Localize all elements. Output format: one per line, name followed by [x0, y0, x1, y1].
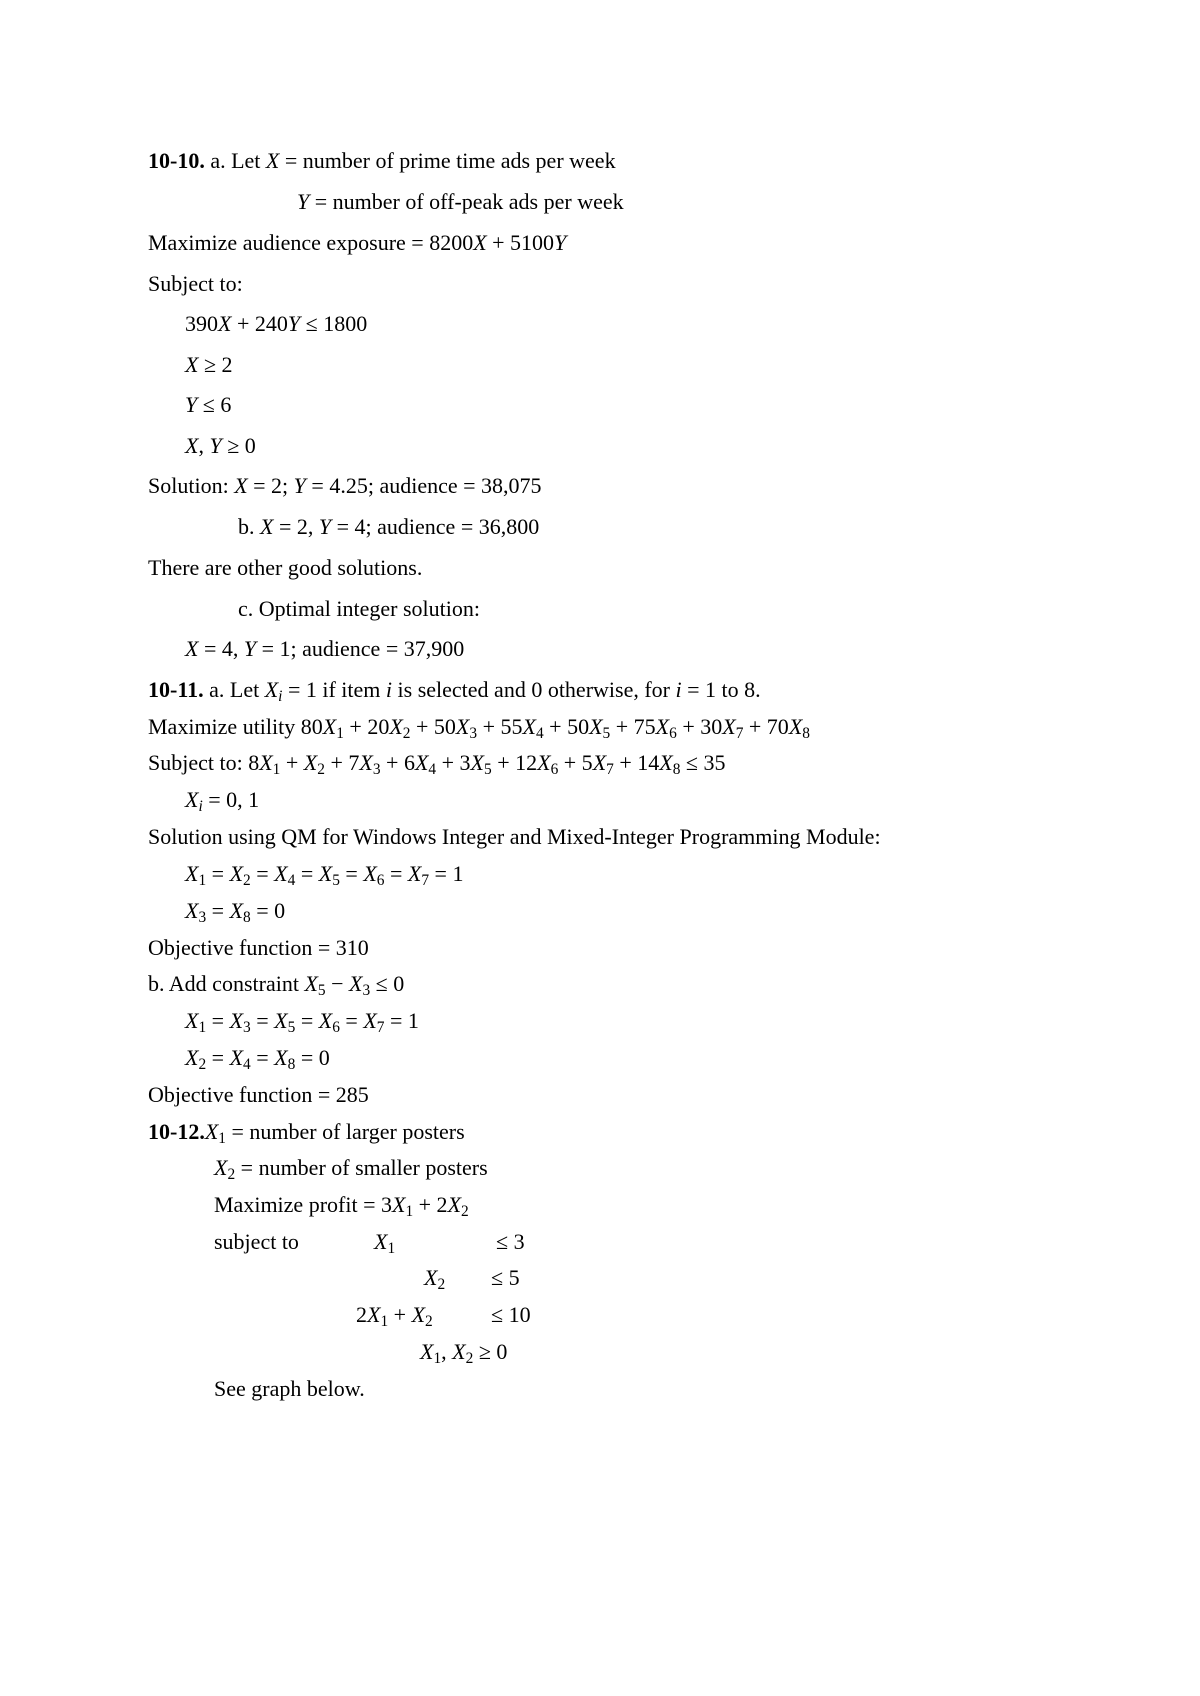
var-i: i	[385, 677, 393, 702]
def-x2: = number of smaller posters	[235, 1155, 488, 1180]
value: = 2,	[273, 514, 319, 539]
value: = 0, 1	[202, 787, 260, 812]
var-y: Y	[209, 433, 222, 458]
value: = 4.25; audience = 38,075	[305, 473, 542, 498]
objective-value-b: Objective function = 285	[148, 1082, 369, 1107]
value: = 1	[384, 1008, 419, 1033]
integer-solution-line	[185, 636, 464, 662]
problem-10-12-heading: $10-12.X_1$ = number of larger posters	[148, 1119, 465, 1147]
def-text: is selected and 0 otherwise, for	[392, 677, 676, 702]
constraint-4	[185, 433, 256, 459]
rhs: ≤ 0	[370, 971, 405, 996]
problem-10-11-heading	[148, 677, 761, 703]
problem-number: 10-11.	[148, 677, 204, 702]
solution-ones: $X_1 = X_2 = X_4 = X_5 = X_6 = X_7 = 1$	[185, 861, 464, 889]
c1-rhs: ≤ 3	[496, 1229, 525, 1254]
part-c-label: c. Optimal integer solution:	[238, 596, 480, 621]
subject-to-label: subject to	[214, 1229, 299, 1254]
rhs: ≥ 0	[221, 433, 256, 458]
utility-objective: Maximize utility $80X_1 + 20X_2 + 50X_3 + 55X_4 + 50X_5 + 75X_6 + 30X_7 + 70X_8$	[148, 714, 810, 742]
constraint-1	[185, 311, 367, 337]
b-solution-ones: $X_1 = X_3 = X_5 = X_6 = X_7 = 1$	[185, 1008, 419, 1036]
coef: 390	[185, 311, 218, 336]
var-y: Y	[243, 636, 257, 661]
c3-rhs: ≤ 10	[491, 1302, 531, 1327]
def-x2-line: $X_2$ = number of smaller posters	[214, 1155, 488, 1183]
value: = 0	[295, 1045, 330, 1070]
var-x: X	[185, 352, 199, 377]
see-graph-note: See graph below.	[214, 1376, 365, 1401]
b-solution-zeros: $X_2 = X_4 = X_8 = 0$	[185, 1045, 330, 1073]
var-y: Y	[287, 311, 301, 336]
var-x: X	[473, 230, 487, 255]
var-y: Y	[185, 392, 198, 417]
subject-to-label: Subject to:	[148, 271, 243, 296]
c2-lhs: $X_2$	[424, 1265, 446, 1293]
value: = 4; audience = 36,800	[331, 514, 540, 539]
part-b-label: b.	[238, 514, 260, 539]
value: = 1	[429, 861, 464, 886]
value: = 4,	[198, 636, 244, 661]
value: = 2;	[247, 473, 294, 498]
problem-number: 10-12.	[148, 1119, 205, 1144]
objective-text: + 2	[413, 1192, 448, 1217]
constraint-2	[185, 352, 233, 378]
var-xi: $X_i$	[264, 677, 283, 705]
var-x: X	[218, 311, 232, 336]
part-a-label: a. Let	[210, 148, 266, 173]
objective-value-a: Objective function = 310	[148, 935, 369, 960]
c2-rhs: ≤ 5	[491, 1265, 520, 1290]
other-solutions-note: There are other good solutions.	[148, 555, 423, 580]
var-i: i	[675, 677, 682, 702]
def-x: = number of prime time ads per week	[279, 148, 616, 173]
objective-text: Maximize profit = 3	[214, 1192, 392, 1217]
var-x: X	[185, 433, 199, 458]
constraint-label: Subject to:	[148, 750, 249, 775]
rhs: ≤ 6	[197, 392, 232, 417]
var-x: X	[260, 514, 274, 539]
objective-line	[148, 230, 566, 256]
var-y: Y	[293, 473, 306, 498]
rhs: ≤ 1800	[300, 311, 368, 336]
rhs: ≥ 2	[198, 352, 233, 377]
coef: + 240	[231, 311, 288, 336]
binary-constraint	[185, 787, 259, 813]
solution-zeros: $X_3 = X_8 = 0$	[185, 898, 286, 926]
nonneg-constraint: $X_1$, $X_2 \ge 0$	[420, 1339, 508, 1367]
separator: ,	[198, 433, 210, 458]
weight-constraint: Subject to: $8X_1 + X_2 + 7X_3 + 6X_4 + 3X_5 + 12X_6 + 5X_7 + 14X_8 \le 35$	[148, 750, 726, 778]
def-y-line	[297, 189, 624, 215]
def-y: = number of off-peak ads per week	[309, 189, 624, 214]
problem-number: 10-10.	[148, 148, 205, 173]
def-text: = 1 to 8.	[681, 677, 761, 702]
part-b-line	[238, 514, 539, 540]
part-b-constraint: b. Add constraint $X_5 - X_3 \le 0$	[148, 971, 405, 999]
def-text: = 1 if item	[282, 677, 386, 702]
var-y: Y	[297, 189, 310, 214]
constraint-3	[185, 392, 231, 418]
qm-solution-note: Solution using QM for Windows Integer and Mixed-Integer Programming Module:	[148, 824, 881, 849]
value: = 1; audience = 37,900	[256, 636, 465, 661]
part-b-label: b. Add constraint	[148, 971, 305, 996]
var-x: X	[234, 473, 248, 498]
problem-10-10-heading	[148, 148, 616, 174]
var-x: X	[185, 636, 199, 661]
def-x1: = number of larger posters	[225, 1119, 465, 1144]
c3-lhs: $2X_1 + X_2$	[356, 1302, 433, 1330]
objective-label: Maximize utility	[148, 714, 301, 739]
var-xi: $X_i$	[185, 787, 203, 815]
objective-text: Maximize audience exposure = 8200	[148, 230, 474, 255]
var-y: Y	[554, 230, 567, 255]
solution-line	[148, 473, 542, 499]
solution-label: Solution:	[148, 473, 235, 498]
value: = 0	[250, 898, 286, 923]
var-x: X	[265, 148, 280, 173]
var-y: Y	[318, 514, 332, 539]
rhs: ≥ 0	[473, 1339, 508, 1364]
c1-lhs: $X_1$	[374, 1229, 396, 1257]
profit-objective: Maximize profit = $3X_1 + 2X_2$	[214, 1192, 469, 1220]
objective-text: + 5100	[486, 230, 555, 255]
part-a-label: a. Let	[203, 677, 265, 702]
